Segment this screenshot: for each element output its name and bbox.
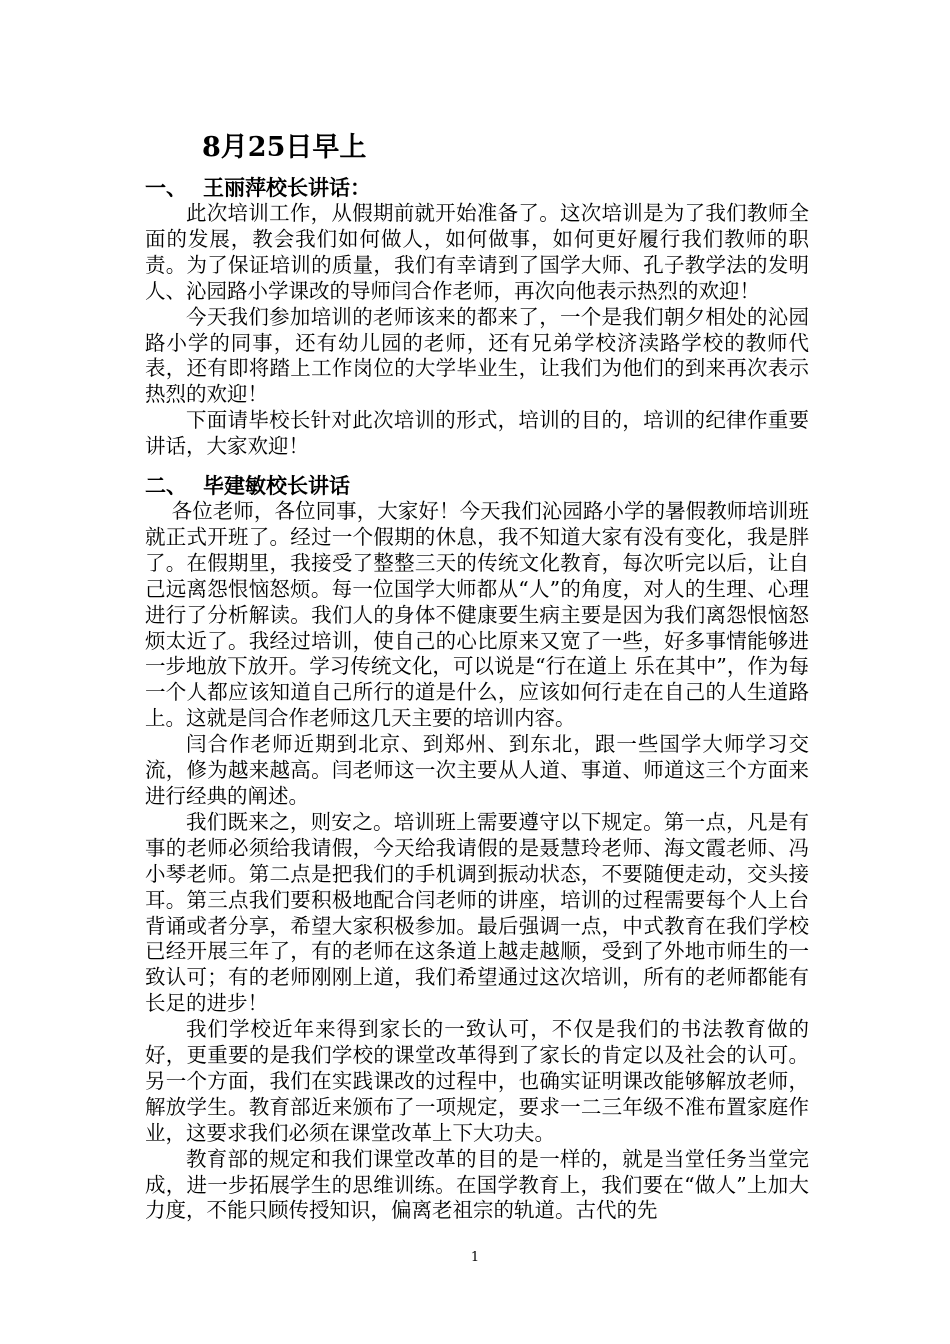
paragraph: 我们既来之，则安之。培训班上需要遵守以下规定。第一点，凡是有事的老师必须给我请假，今天给我请假的是聂慧玲老师、海文霞老师、冯小琴老师。第二点是把我们的手机调到振动状态，不要随便走动，交头接耳。第三点我们要积极地配合闫老师的讲座，培训的过程需要每个人上台背诵或者分享，希望大家积极参加。最后强调一点，中式教育在我们学校已经开展三年了，有的老师在这条道上越走越顺，受到了外地市师生的一致认可；有的老师刚刚上道，我们希望通过这次培训，所有的老师都能有长足的进步！ xyxy=(145,809,809,1016)
section-title: 王丽萍校长讲话： xyxy=(203,175,371,200)
paragraph: 此次培训工作，从假期前就开始准备了。这次培训是为了我们教师全面的发展，教会我们如何做人，如何做事，如何更好履行我们教师的职责。为了保证培训的质量，我们有幸请到了国学大师、孔子教学法的发明人、沁园路小学课改的导师闫合作老师，再次向他表示热烈的欢迎！ xyxy=(145,201,809,303)
paragraph: 闫合作老师近期到北京、到郑州、到东北，跟一些国学大师学习交流，修为越来越高。闫老师这一次主要从人道、事道、师道这三个方面来进行经典的阐述。 xyxy=(145,732,809,808)
section-body-1 xyxy=(145,201,809,460)
section-heading-1 xyxy=(145,175,371,201)
paragraph: 教育部的规定和我们课堂改革的目的是一样的，就是当堂任务当堂完成，进一步拓展学生的思维训练。在国学教育上，我们要在“做人”上加大力度，不能只顾传授知识，偏离老祖宗的轨道。古代的先 xyxy=(145,1146,809,1223)
section-number: 一、 xyxy=(145,175,187,200)
section-title: 毕建敏校长讲话 xyxy=(203,473,350,498)
section-heading-2 xyxy=(145,473,350,499)
paragraph: 今天我们参加培训的老师该来的都来了，一个是我们朝夕相处的沁园路小学的同事，还有幼儿园的老师，还有兄弟学校济渎路学校的教师代表，还有即将踏上工作岗位的大学毕业生，让我们为他们的到来再次表示热烈的欢迎！ xyxy=(145,304,809,407)
paragraph: 下面请毕校长针对此次培训的形式，培训的目的，培训的纪律作重要讲话，大家欢迎！ xyxy=(145,408,809,459)
paragraph: 各位老师，各位同事，大家好！今天我们沁园路小学的暑假教师培训班就正式开班了。经过一个假期的休息，我不知道大家有没有变化，我是胖了。在假期里，我接受了整整三天的传统文化教育，每次听完以后，让自己远离怨恨恼怒烦。每一位国学大师都从“人”的角度，对人的生理、心理进行了分析解读。我们人的身体不健康要生病主要是因为我们离怨恨恼怒烦太近了。我经过培训，使自己的心比原来又宽了一些，好多事情能够进一步地放下放开。学习传统文化，可以说是“行在道上 乐在其中”，作为每一个人都应该知道自己所行的道是什么，应该如何行走在自己的人生道路上。这就是闫合作老师这几天主要的培训内容。 xyxy=(145,499,809,731)
section-body-2 xyxy=(145,499,809,1224)
paragraph: 我们学校近年来得到家长的一致认可，不仅是我们的书法教育做的好，更重要的是我们学校的课堂改革得到了家长的肯定以及社会的认可。另一个方面，我们在实践课改的过程中，也确实证明课改能够解放老师，解放学生。教育部近来颁布了一项规定，要求一二三年级不准布置家庭作业，这要求我们必须在课堂改革上下大功夫。 xyxy=(145,1017,809,1145)
section-number: 二、 xyxy=(145,473,187,498)
page-title: 8月25日早上 xyxy=(202,132,367,163)
page-number: 1 xyxy=(470,1250,480,1265)
